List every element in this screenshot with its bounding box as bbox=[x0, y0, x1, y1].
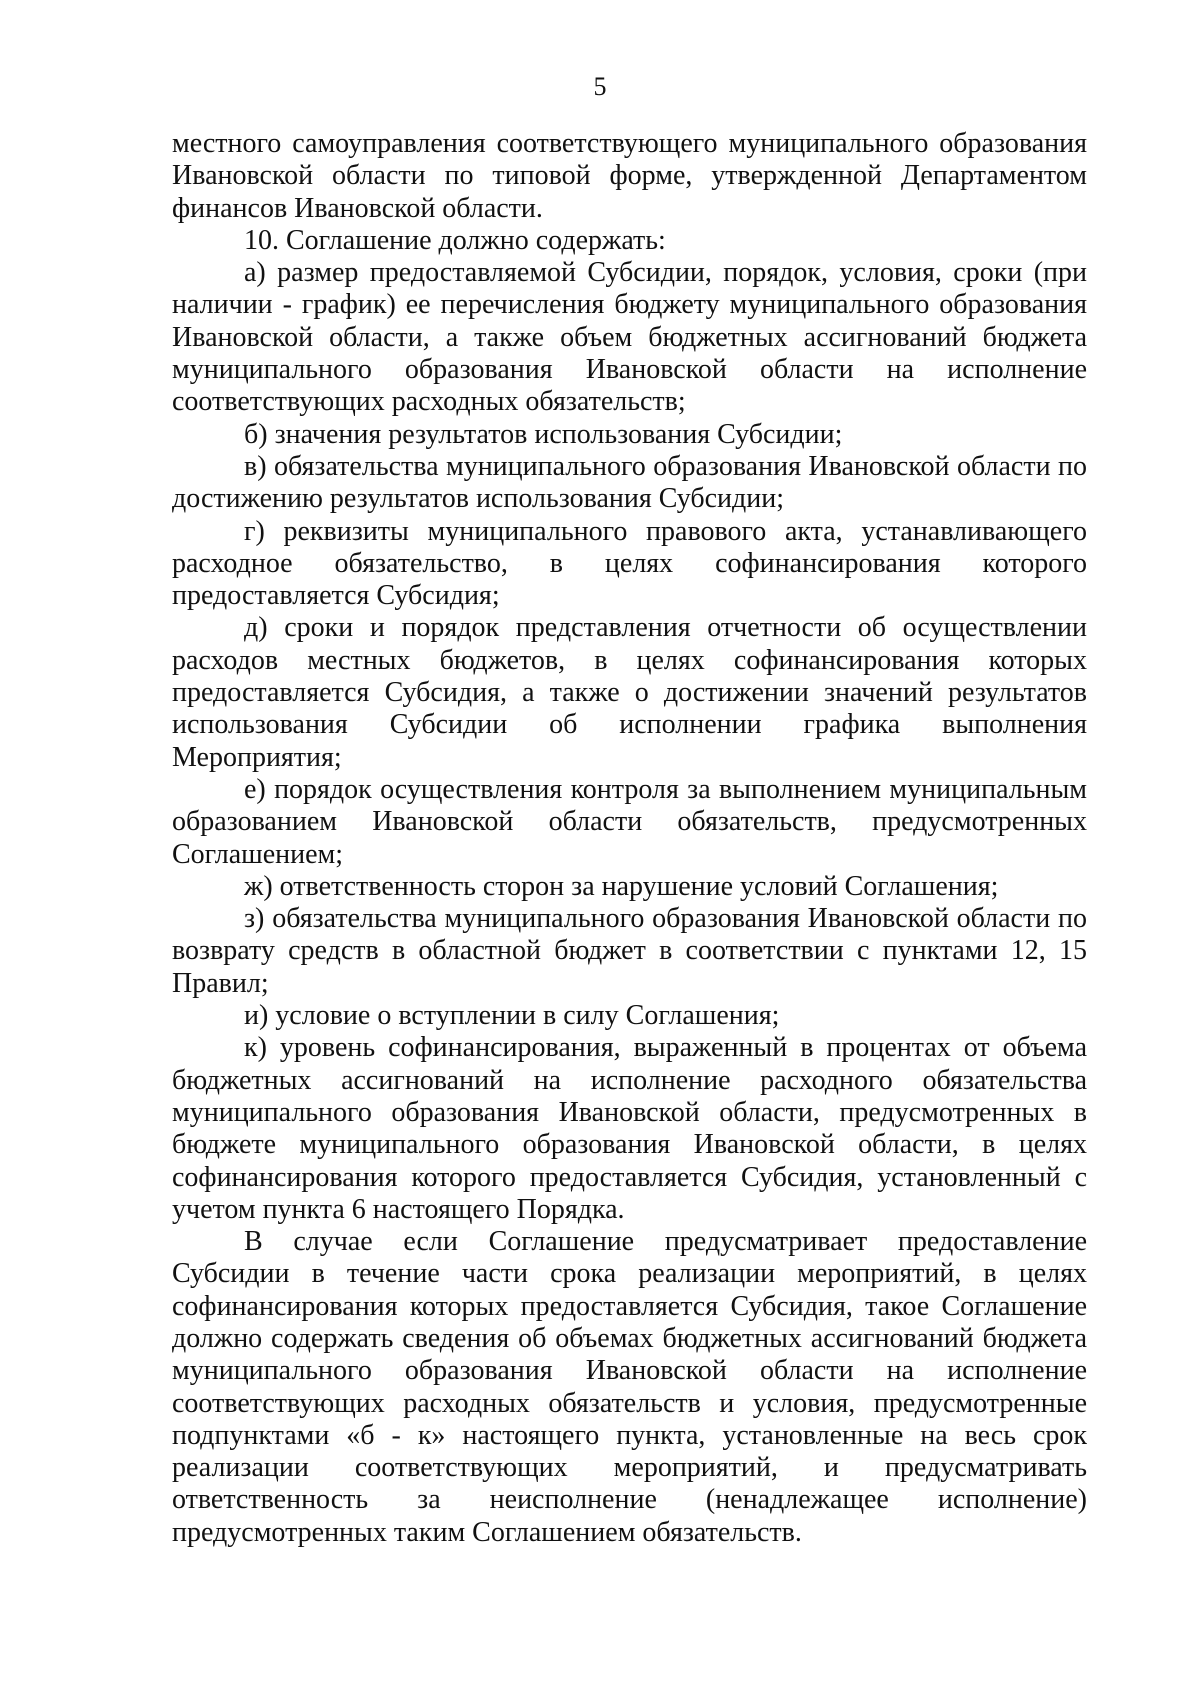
paragraph-closing-case: В случае если Соглашение предусматривает предоставление Субсидии в течение части срока реализации мероприятий, в целях софинансирования которых предоставляется Субсидия, такое Соглашение должно содержать сведения об объемах бюджетных ассигнований бюджета муниципального образования Ивановской области на исполнение соответствующих расходных обязательств и условия, предусмотренные подпунктами «б - к» настоящего пункта, установленные на весь срок реализации соответствующих мероприятий, и предусматривать ответственность за неисполнение (ненадлежащее исполнение) предусмотренных таким Соглашением обязательств. bbox=[172, 1226, 1087, 1548]
page-number: 5 bbox=[593, 72, 607, 101]
paragraph-subitem-g: г) реквизиты муниципального правового акта, устанавливающего расходное обязательство, в целях софинансирования которого предоставляется Субсидия; bbox=[172, 515, 1087, 612]
paragraph-subitem-z: з) обязательства муниципального образования Ивановской области по возврату средств в областной бюджет в соответствии с пунктами 12, 15 Правил; bbox=[172, 903, 1087, 999]
paragraph-subitem-k: к) уровень софинансирования, выраженный в процентах от объема бюджетных ассигнований на исполнение расходного обязательства муниципального образования Ивановской области, предусмотренных в бюджете муниципального образования Ивановской области, в целях софинансирования которого предоставляется Субсидия, установленный с учетом пункта 6 настоящего Порядка. bbox=[172, 1032, 1087, 1225]
paragraph-subitem-e: е) порядок осуществления контроля за выполнением муниципальным образованием Ивановской области обязательств, предусмотренных Соглашением; bbox=[172, 773, 1087, 870]
paragraph-item-10-heading: 10. Соглашение должно содержать: bbox=[244, 224, 666, 256]
paragraph-subitem-b: б) значения результатов использования Субсидии; bbox=[244, 418, 843, 450]
paragraph-subitem-d: д) сроки и порядок представления отчетности об осуществлении расходов местных бюджетов, в целях софинансирования которых предоставляется Субсидия, а также о достижении значений результатов использования Субсидии об исполнении графика выполнения Мероприятия; bbox=[172, 612, 1087, 773]
document-body bbox=[172, 128, 1087, 1549]
paragraph-subitem-i: и) условие о вступлении в силу Соглашения; bbox=[244, 1000, 780, 1032]
paragraph-subitem-a: а) размер предоставляемой Субсидии, порядок, условия, сроки (при наличии - график) ее перечисления бюджету муниципального образования Ивановской области, а также объем бюджетных ассигнований бюджета муниципального образования Ивановской области на исполнение соответствующих расходных обязательств; bbox=[172, 257, 1087, 418]
paragraph-subitem-v: в) обязательства муниципального образования Ивановской области по достижению результатов использования Субсидии; bbox=[172, 450, 1087, 515]
paragraph-continuation: местного самоуправления соответствующего муниципального образования Ивановской области по типовой форме, утвержденной Департаментом финансов Ивановской области. bbox=[172, 128, 1087, 224]
paragraph-subitem-zh: ж) ответственность сторон за нарушение условий Соглашения; bbox=[244, 870, 999, 902]
